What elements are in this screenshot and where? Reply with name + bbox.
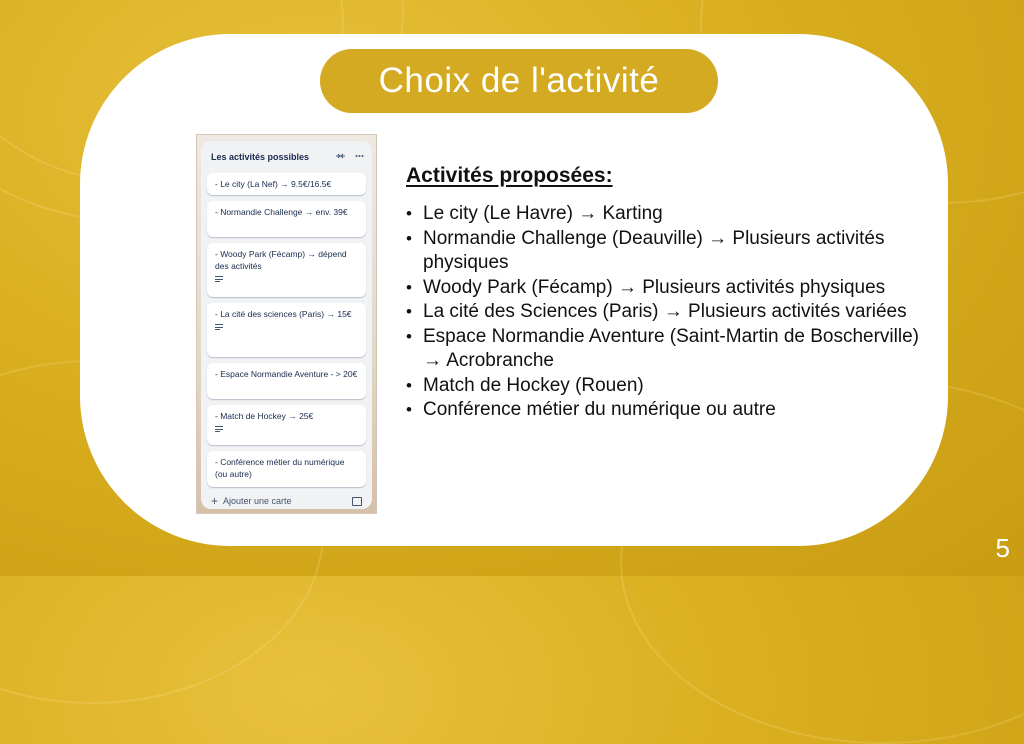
description-icon: [215, 324, 223, 330]
plus-icon: +: [211, 494, 219, 508]
trello-card[interactable]: [207, 201, 366, 237]
list-item: • Match de Hockey (Rouen): [406, 374, 926, 399]
slide-title: [320, 49, 718, 113]
trello-card[interactable]: [207, 363, 366, 399]
list-header: [211, 149, 364, 165]
template-icon[interactable]: [352, 497, 362, 506]
trello-card[interactable]: [207, 173, 366, 195]
add-card-button[interactable]: [211, 495, 292, 507]
card-text: - Espace Normandie Aventure - > 20€: [215, 369, 358, 379]
activities-heading: Activités proposées:: [406, 164, 613, 187]
list-item: • La cité des Sciences (Paris) → Plusieurs activités variées: [406, 300, 926, 325]
list-item: • Le city (Le Havre) → Karting: [406, 202, 926, 227]
page-number: 5: [995, 533, 1010, 563]
list-item: • Espace Normandie Aventure (Saint-Martin de Boscherville) → Acrobranche: [406, 325, 926, 374]
list-item: • Normandie Challenge (Deauville) → Plusieurs activités physiques: [406, 227, 926, 276]
list-item: • Conférence métier du numérique ou autre: [406, 398, 926, 423]
trello-card[interactable]: [207, 451, 366, 487]
card-text: - Le city (La Nef) → 9.5€/16.5€: [215, 179, 332, 189]
trello-card[interactable]: [207, 405, 366, 445]
collapse-icon[interactable]: [336, 152, 345, 162]
list-item: • Woody Park (Fécamp) → Plusieurs activités physiques: [406, 276, 926, 301]
description-icon: [215, 276, 223, 282]
description-icon: [215, 426, 223, 432]
activities-content: [406, 164, 926, 423]
card-text: - Conférence métier du numérique (ou autre): [215, 457, 345, 479]
slide-title-text: Choix de l'activité: [378, 61, 660, 100]
trello-list: [201, 141, 372, 509]
card-text: - Normandie Challenge → env. 39€: [215, 207, 348, 217]
list-title: Les activités possibles: [211, 152, 310, 162]
activities-list: [406, 202, 926, 423]
card-text: - La cité des sciences (Paris) → 15€: [215, 309, 352, 319]
card-text: - Woody Park (Fécamp) → dépend des activités: [215, 249, 347, 271]
add-card-label: Ajouter une carte: [223, 496, 292, 506]
more-icon[interactable]: [355, 152, 364, 162]
add-card-row: [211, 494, 362, 508]
trello-card[interactable]: [207, 243, 366, 297]
list-actions: [336, 152, 364, 162]
trello-card[interactable]: [207, 303, 366, 357]
card-text: - Match de Hockey → 25€: [215, 411, 314, 421]
trello-screenshot: [196, 134, 377, 514]
